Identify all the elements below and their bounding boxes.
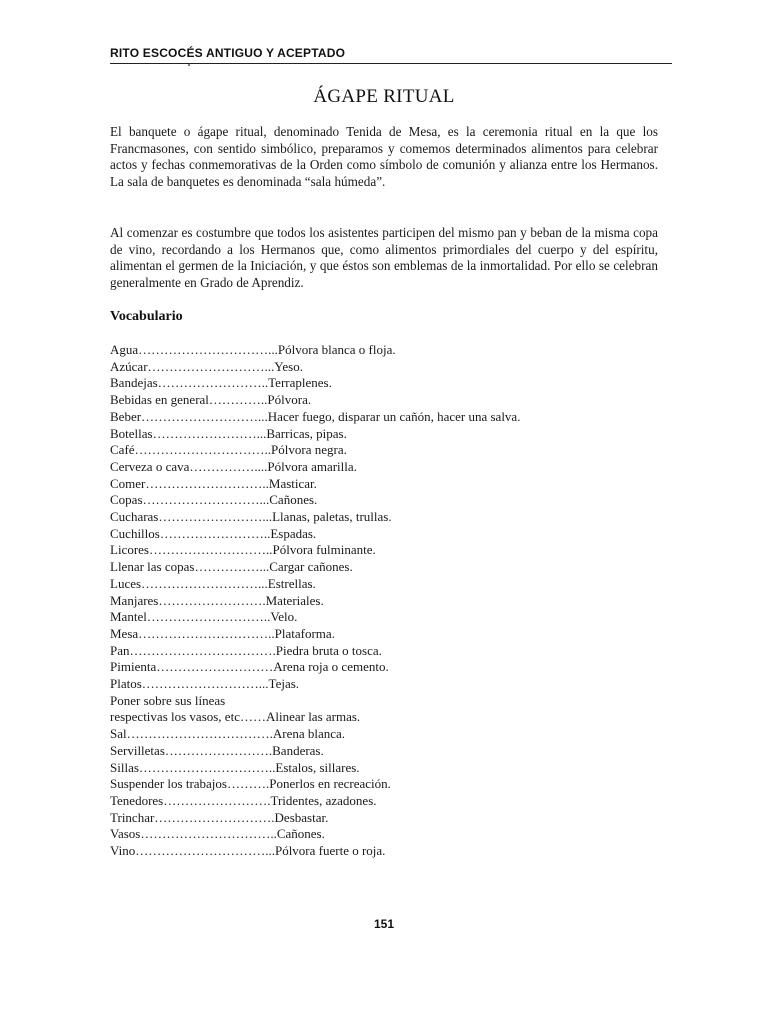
vocabulary-entry: Vasos…………………………..Cañones. [110, 826, 325, 842]
header-dot-mark [188, 64, 190, 66]
vocabulary-entry: Platos………………………...Tejas. [110, 676, 300, 692]
vocabulary-entry: Mantel………………………..Velo. [110, 609, 298, 625]
vocabulary-entry: Suspender los trabajos……….Ponerlos en recreación. [110, 776, 391, 792]
vocabulary-entry: Bandejas……………………..Terraplenes. [110, 375, 332, 391]
page-title: ÁGAPE RITUAL [313, 86, 455, 107]
vocabulary-entry: Botellas……………………...Barricas, pipas. [110, 425, 347, 441]
vocabulary-entry: Beber………………………...Hacer fuego, disparar un cañón, hacer una salva. [110, 408, 521, 424]
vocabulary-entry: Tenedores…………………….Tridentes, azadones. [110, 792, 377, 808]
vocabulary-entry: Bebidas en general…………..Pólvora. [110, 392, 312, 408]
vocabulary-entry: Luces………………………...Estrellas. [110, 575, 316, 591]
vocabulary-entry: Cuchillos……………………..Espadas. [110, 525, 317, 541]
paragraph-custom: Al comenzar es costumbre que todos los asistentes participen del mismo pan y beban de la misma copa de vino, recordando a los Hermanos que, como alimentos primordiales del cuerpo y del espíritu, alimentan el germen de la Iniciación, y que éstos son emblemas de la inmortalidad. Por ello se celebran generalmente en Grado de Aprendiz. [110, 225, 658, 291]
paragraph-intro: El banquete o ágape ritual, denominado Tenida de Mesa, es la ceremonia ritual en la que los Francmasones, con sentido simbólico, preparamos y comemos determinados alimentos para celebrar actos y fechas conmemorativas de la Orden como símbolo de comunión y alianza entre los Hermanos. La sala de banquetes es denominada “sala húmeda”. [110, 124, 658, 190]
vocabulary-entry: Licores………………………..Pólvora fulminante. [110, 542, 376, 558]
vocabulary-entry: Pimienta………………………Arena roja o cemento. [110, 659, 389, 675]
vocabulary-entry: Trinchar……………………….Desbastar. [110, 809, 329, 825]
vocabulary-entry: Cerveza o cava……………....Pólvora amarilla. [110, 458, 357, 474]
vocabulary-entry: Vino…………………………...Pólvora fuerte o roja. [110, 843, 386, 859]
vocabulary-heading: Vocabulario [110, 309, 183, 324]
vocabulary-entry: respectivas los vasos, etc……Alinear las armas. [110, 709, 361, 725]
vocabulary-entry: Cucharas……………………...Llanas, paletas, trullas. [110, 509, 392, 525]
vocabulary-entry: Llenar las copas……………...Cargar cañones. [110, 559, 353, 575]
vocabulary-entry: Sillas…………………………..Estalos, sillares. [110, 759, 360, 775]
vocabulary-entry: Copas………………………...Cañones. [110, 492, 318, 508]
vocabulary-entry: Poner sobre sus líneas [110, 692, 226, 708]
vocabulary-entry: Sal…………………………….Arena blanca. [110, 726, 346, 742]
vocabulary-entry: Manjares…………………….Materiales. [110, 592, 324, 608]
page-number: 151 [373, 917, 395, 931]
running-header [110, 42, 672, 64]
vocabulary-entry: Pan…………………………….Piedra bruta o tosca. [110, 642, 382, 658]
vocabulary-entry: Café…………………………..Pólvora negra. [110, 442, 347, 458]
running-header-title: RITO ESCOCÉS ANTIGUO Y ACEPTADO [110, 46, 346, 60]
vocabulary-entry: Servilletas…………………….Banderas. [110, 742, 324, 758]
vocabulary-list [110, 342, 658, 860]
vocabulary-entry: Mesa…………………………..Plataforma. [110, 625, 335, 641]
vocabulary-entry: Comer………………………..Masticar. [110, 475, 317, 491]
vocabulary-entry: Azúcar………………………...Yeso. [110, 358, 303, 374]
vocabulary-entry: Agua…………………………...Pólvora blanca o floja. [110, 342, 396, 357]
